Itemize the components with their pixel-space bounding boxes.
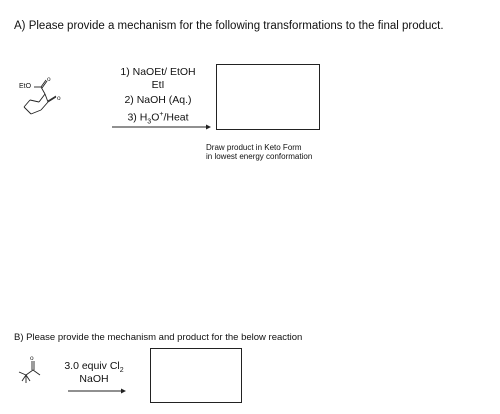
- ethoxy-label: EtO: [19, 83, 32, 90]
- answer-box-a[interactable]: [216, 64, 320, 130]
- note-line-1: Draw product in Keto Form: [206, 143, 302, 152]
- reagent-step-3: 3) $H_3O^+$/Heat: [127, 111, 189, 126]
- reactant-structure-a: [10, 78, 80, 128]
- reagent-step-1: 1) NaOEt/ EtOH: [120, 66, 196, 78]
- reagent-step-2: 2) NaOH (Aq.): [124, 94, 192, 106]
- reagent-b-1: 3.0 equiv $Cl_2$: [64, 360, 124, 375]
- part-a-question: A) Please provide a mechanism for the following transformations to the final product.: [14, 20, 444, 32]
- answer-box-b[interactable]: [150, 348, 242, 403]
- svg-text:o: o: [30, 355, 34, 362]
- part-b-question: B) Please provide the mechanism and product for the below reaction: [14, 332, 303, 343]
- reaction-arrow-b: [68, 387, 128, 395]
- svg-text:o: o: [57, 95, 61, 102]
- reaction-arrow-a: [112, 123, 212, 131]
- svg-text:o: o: [47, 76, 51, 83]
- reagent-b-2: NaOH: [79, 373, 109, 385]
- reagent-step-1b: EtI: [151, 79, 165, 91]
- note-line-2: in lowest energy conformation: [206, 152, 313, 161]
